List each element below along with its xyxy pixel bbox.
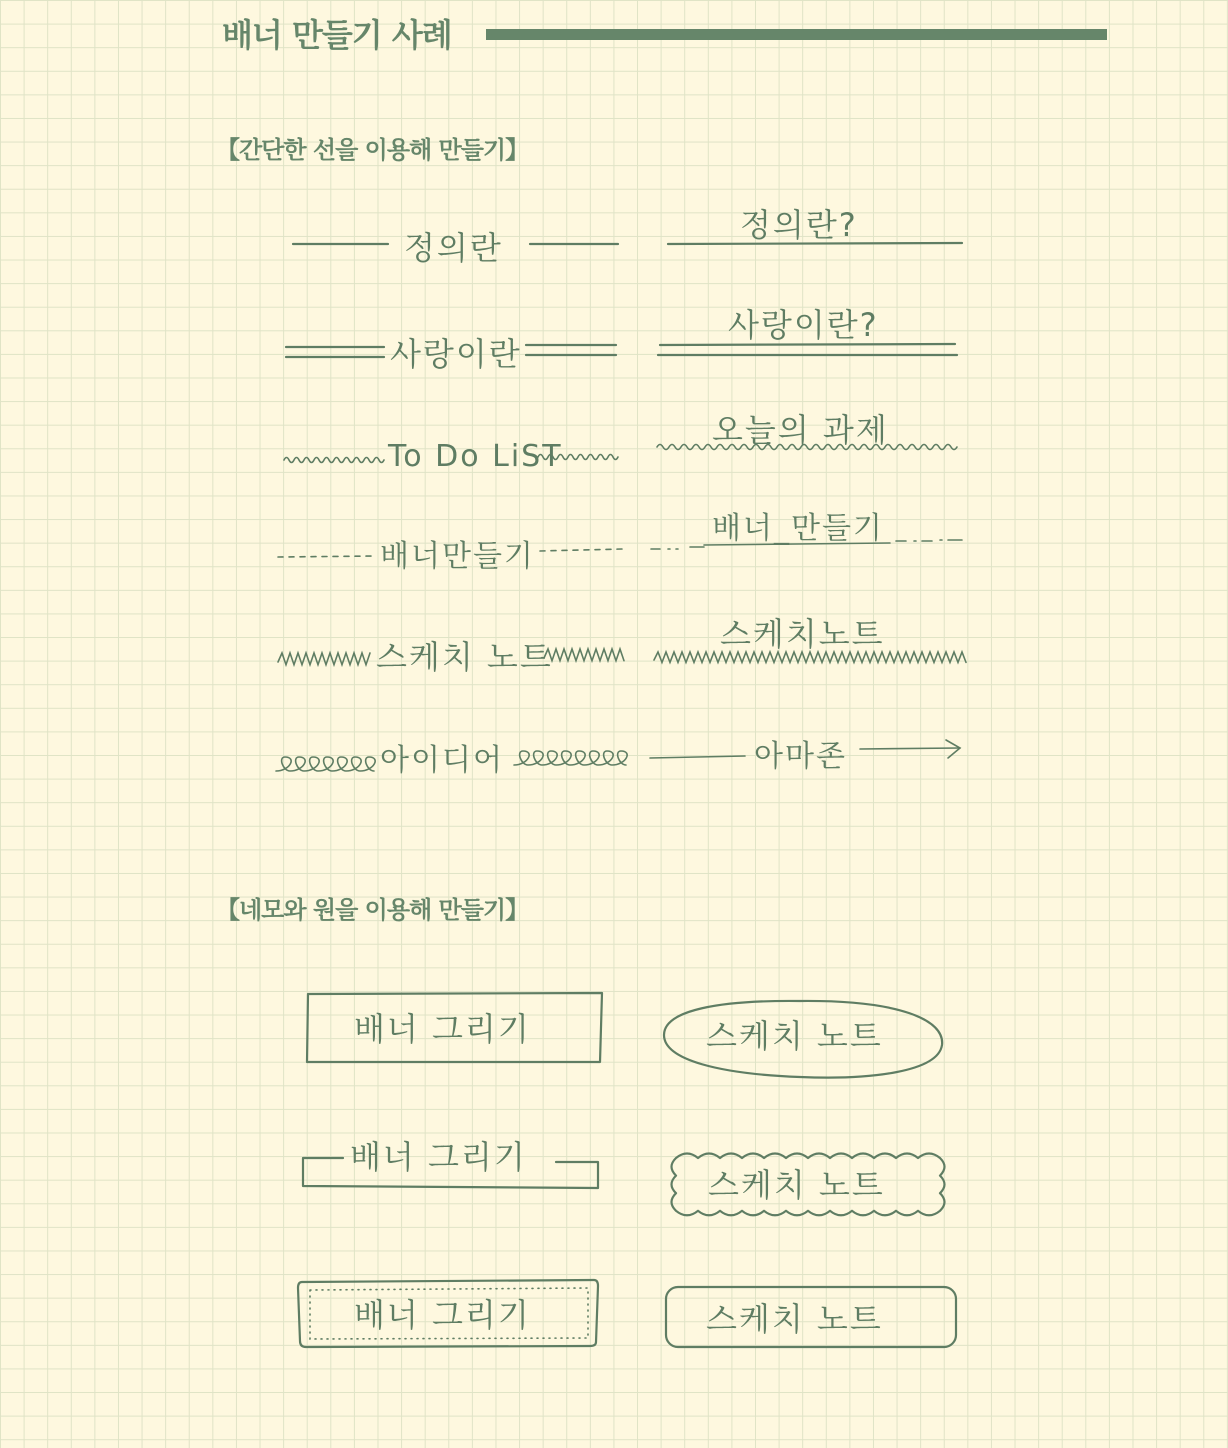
banner-underline — [668, 206, 962, 244]
banner-arrow — [650, 739, 960, 774]
banner-label: 오늘의 과제 — [712, 411, 889, 449]
banner-label: To Do LiST — [388, 439, 563, 474]
banner-dash-dot-underline — [651, 511, 962, 549]
banner-oval — [664, 1001, 942, 1078]
banner-label: 스케치 노트 — [376, 638, 553, 676]
banner-label: 사랑이란? — [728, 306, 879, 344]
banner-label: 사랑이란 — [390, 335, 522, 373]
section-heading-lines: 【간단한 선을 이용해 만들기】 — [216, 136, 529, 164]
banner-label: 정의란? — [740, 206, 858, 244]
banner-label: 아마존 — [754, 739, 847, 774]
banner-zigzag — [278, 638, 624, 676]
banner-label: 스케치 노트 — [706, 1300, 883, 1338]
banner-label: 배너_만들기 — [712, 511, 884, 546]
banner-double-underline — [658, 306, 957, 355]
banner-rectangle — [307, 993, 602, 1062]
banner-label: 아이디어 — [380, 743, 504, 778]
banner-rounded-rectangle — [666, 1287, 956, 1347]
banner-label: 스케치노트 — [720, 615, 885, 653]
page-title: 배너 만들기 사례 — [222, 16, 452, 54]
banner-label: 배너 그리기 — [350, 1138, 527, 1176]
banner-label: 배너 그리기 — [354, 1296, 531, 1334]
banner-cloud — [672, 1154, 945, 1216]
banner-open-rectangle — [303, 1138, 598, 1188]
banner-zigzag-underline — [654, 615, 966, 662]
banner-squiggle — [284, 439, 618, 474]
banner-squiggle-underline — [657, 411, 957, 450]
banner-double-line — [286, 335, 616, 373]
banner-label: 정의란 — [404, 229, 503, 267]
section-heading-shapes: 【네모와 원을 이용해 만들기】 — [216, 896, 529, 924]
banner-dotted-double-rectangle — [298, 1280, 598, 1347]
banner-label: 배너 그리기 — [354, 1010, 531, 1048]
banner-loops — [276, 743, 627, 778]
banner-label: 배너만들기 — [380, 539, 535, 574]
banner-label: 스케치 노트 — [706, 1017, 883, 1055]
banner-single-line — [293, 229, 618, 267]
banner-label: 스케치 노트 — [708, 1166, 885, 1204]
banner-dashed — [278, 539, 622, 574]
